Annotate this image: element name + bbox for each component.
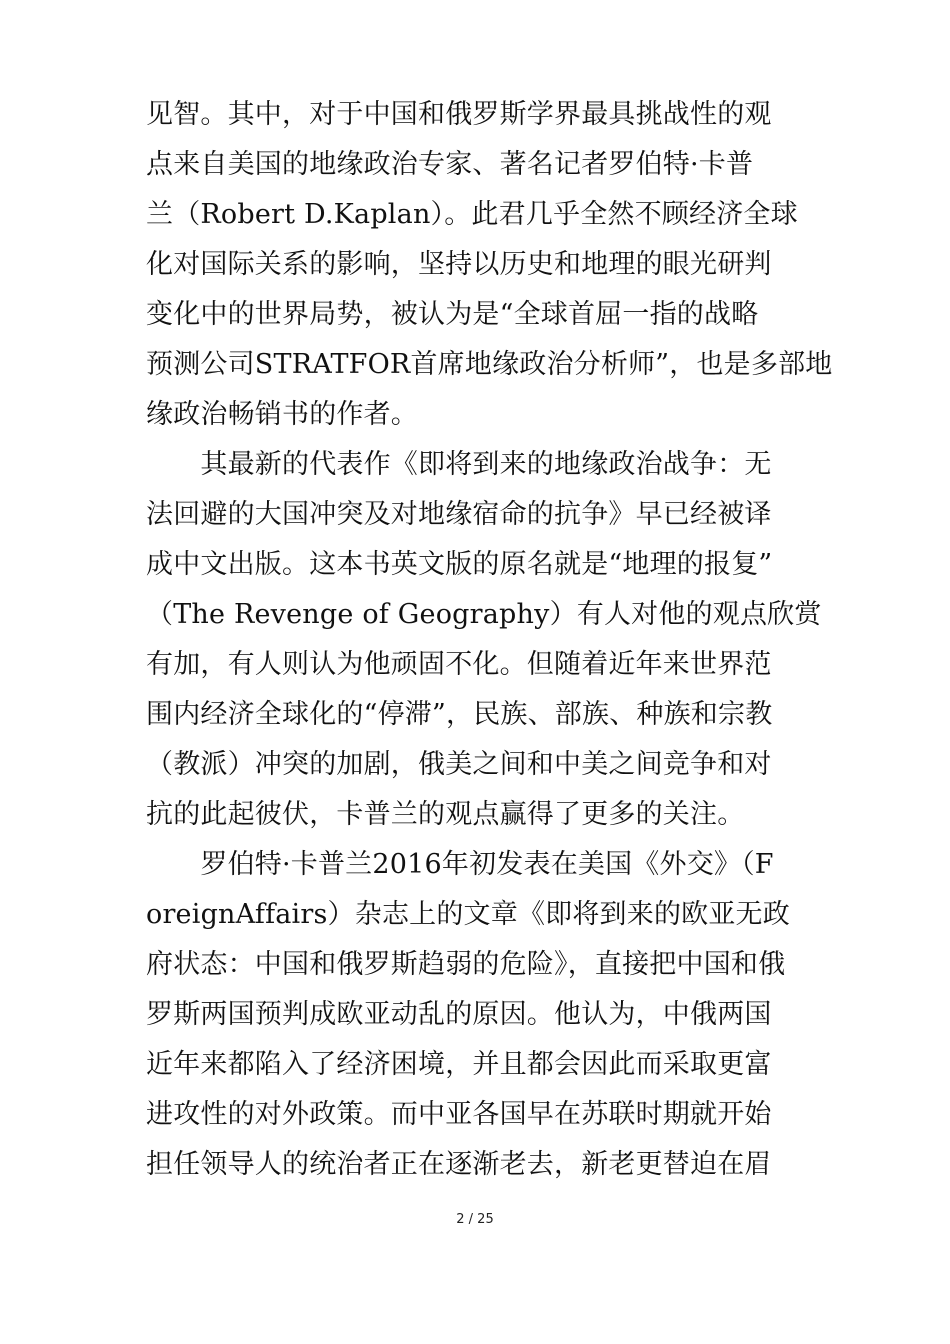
text-line: 府状态：中国和俄罗斯趋弱的危险》，直接把中国和俄: [146, 949, 786, 980]
text-line: 见智。其中，对于中国和俄罗斯学界最具挑战性的观: [146, 99, 772, 130]
paragraph-first-line: 其最新的代表作《即将到来的地缘政治战争：无: [146, 449, 772, 480]
text-line: 化对国际关系的影响，坚持以历史和地理的眼光研判: [146, 249, 772, 280]
text-line: 担任领导人的统治者正在逐渐老去，新老更替迫在眉: [146, 1149, 772, 1180]
text-line: 抗的此起彼伏，卡普兰的观点赢得了更多的关注。: [146, 799, 745, 830]
text-line: 成中文出版。这本书英文版的原名就是“地理的报复”: [146, 549, 773, 580]
text-line: （The Revenge of Geography）有人对他的观点欣赏: [146, 599, 822, 630]
text-line: 变化中的世界局势，被认为是“全球首屈一指的战略: [146, 299, 759, 330]
text-line: 法回避的大国冲突及对地缘宿命的抗争》早已经被译: [146, 499, 772, 530]
text-line: 近年来都陷入了经济困境，并且都会因此而采取更富: [146, 1049, 772, 1080]
page-number: 2 / 25: [456, 1212, 494, 1227]
text-line: 围内经济全球化的“停滞”，民族、部族、种族和宗教: [146, 699, 773, 730]
text-line: 兰（Robert D.Kaplan）。此君几乎全然不顾经济全球: [146, 199, 798, 230]
text-line: （教派）冲突的加剧，俄美之间和中美之间竞争和对: [146, 749, 772, 780]
text-line: 进攻性的对外政策。而中亚各国早在苏联时期就开始: [146, 1099, 772, 1130]
text-line: 预测公司STRATFOR首席地缘政治分析师”，也是多部地: [146, 349, 833, 380]
text-line: oreignAffairs）杂志上的文章《即将到来的欧亚无政: [146, 899, 790, 930]
text-line: 点来自美国的地缘政治专家、著名记者罗伯特·卡普: [146, 149, 754, 180]
paragraph-first-line: 罗伯特·卡普兰2016年初发表在美国《外交》（F: [146, 849, 774, 880]
text-line: 罗斯两国预判成欧亚动乱的原因。他认为，中俄两国: [146, 999, 772, 1030]
text-line: 缘政治畅销书的作者。: [146, 399, 418, 430]
text-line: 有加，有人则认为他顽固不化。但随着近年来世界范: [146, 649, 772, 680]
